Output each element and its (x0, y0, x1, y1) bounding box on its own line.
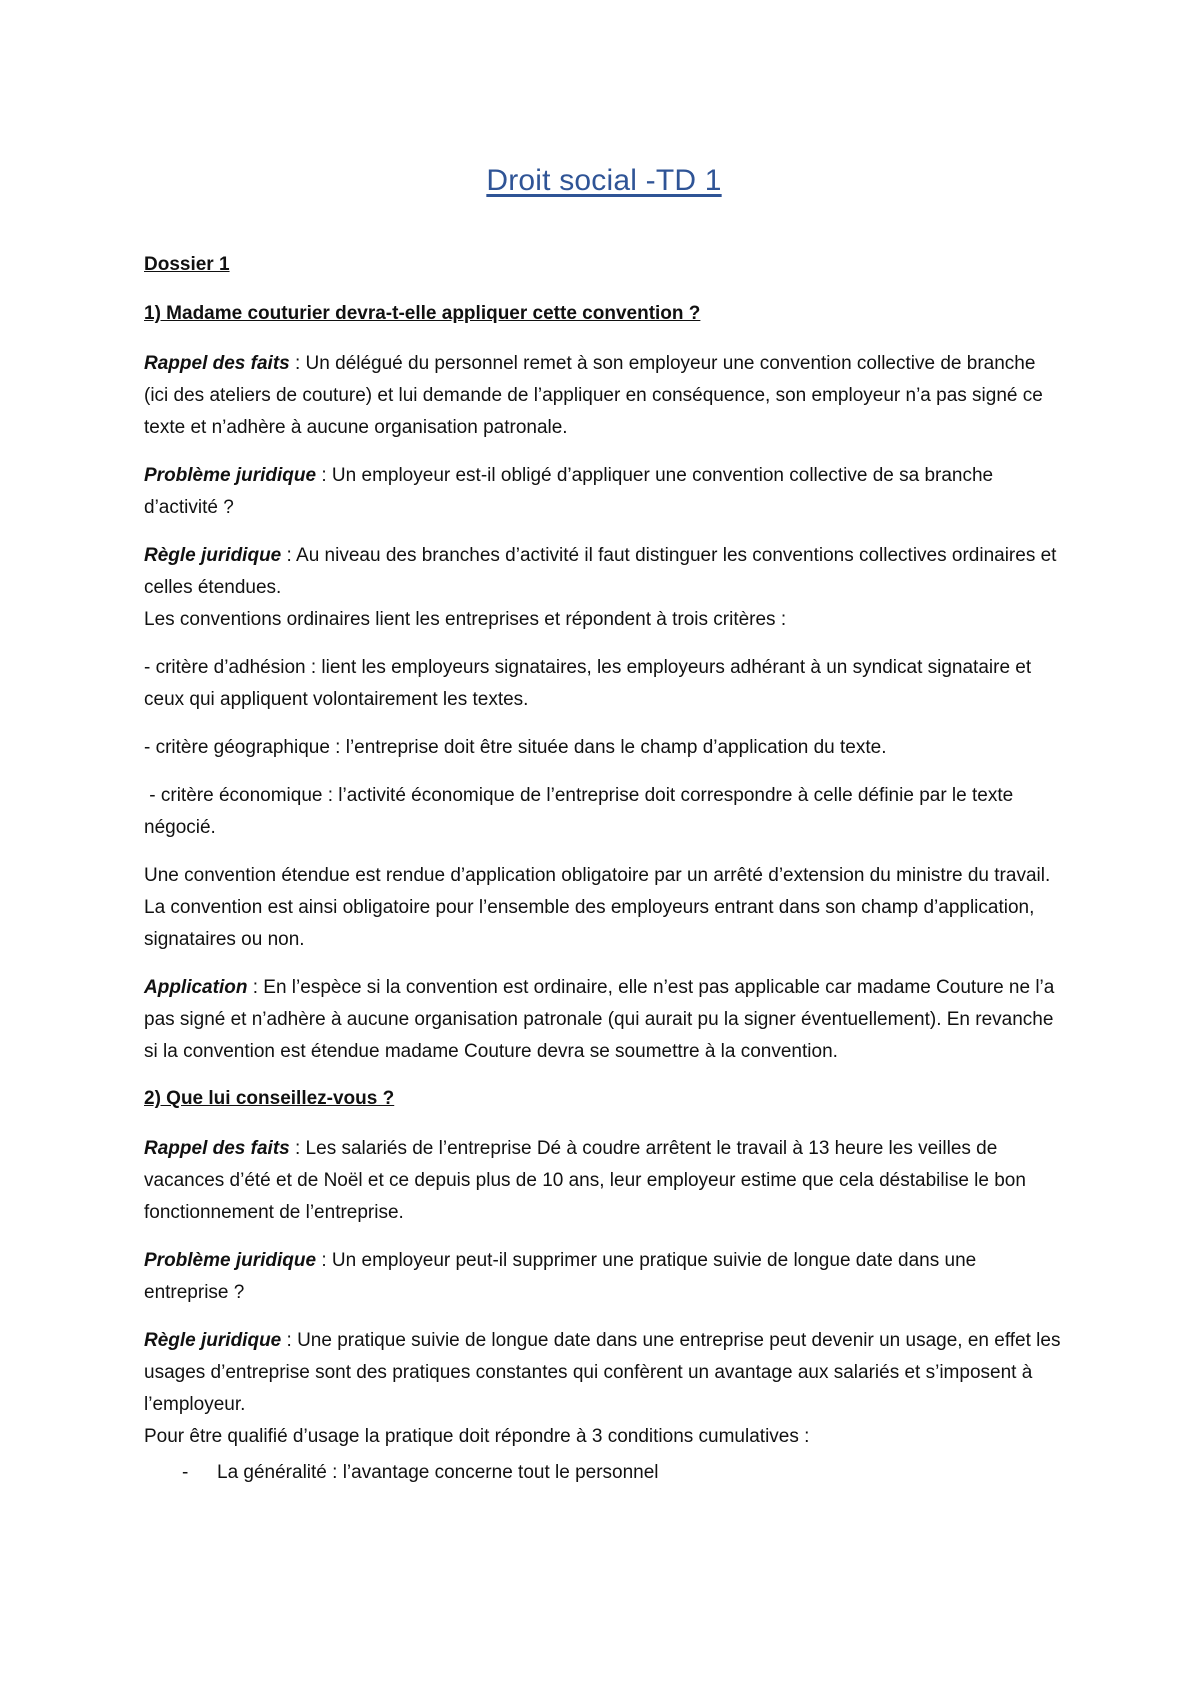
question-1: 1) Madame couturier devra-t-elle appliquer cette convention ? (144, 303, 701, 324)
q1-application (144, 972, 1064, 1068)
q2-faits-text: : Les salariés de l’entreprise Dé à coudre arrêtent le travail à 13 heure les veilles de vacances d’été et de Noël et ce depuis plus de 10 ans, leur employeur estime que cela déstabilise le bon fonctionnement de l’entreprise. (144, 1138, 1026, 1223)
document-title: Droit social -TD 1 (486, 164, 722, 197)
q2-probleme-text: : Un employeur peut-il supprimer une pratique suivie de longue date dans une entreprise ? (144, 1250, 977, 1303)
document-page (144, 164, 1064, 1489)
list-item (144, 1457, 1064, 1489)
q1-application-text: : En l’espèce si la convention est ordinaire, elle n’est pas applicable car madame Couture ne l’a pas signé et n’adhère à aucune organisation patronale (qui aurait pu la signer éventuellement). En revanche si la convention est étendue madame Couture devra se soumettre à la convention. (144, 977, 1055, 1062)
q1-critere-adhesion: - critère d’adhésion : lient les employeurs signataires, les employeurs adhérant à un syndicat signataire et ceux qui appliquent volontairement les textes. (144, 657, 1032, 710)
q1-faits-text: : Un délégué du personnel remet à son employeur une convention collective de branche (ici des ateliers de couture) et lui demande de l’appliquer en conséquence, son employeur n’a pas signé ce texte et n’adhère à aucune organisation patronale. (144, 353, 1043, 438)
dash-bullet: - (182, 1462, 189, 1483)
q2-regle-text: : Une pratique suivie de longue date dans une entreprise peut devenir un usage, en effet les usages d’entreprise sont des pratiques constantes qui confèrent un avantage aux salariés et s’imposent à l’employeur. (144, 1330, 1061, 1415)
q1-critere-geographique: - critère géographique : l’entreprise doit être située dans le champ d’application du texte. (144, 737, 887, 758)
question-2: 2) Que lui conseillez-vous ? (144, 1088, 395, 1109)
q1-convention-etendue: Une convention étendue est rendue d’application obligatoire par un arrêté d’extension du ministre du travail. La convention est ainsi obligatoire pour l’ensemble des employeurs entrant dans son champ d’application, signataires ou non. (144, 865, 1051, 950)
q2-regle-label: Règle juridique (144, 1330, 282, 1351)
q1-regle-juridique (144, 540, 1064, 604)
q2-regle-juridique (144, 1325, 1064, 1421)
q1-probleme-juridique (144, 460, 1064, 524)
q1-critere-economique: - critère économique : l’activité économique de l’entreprise doit correspondre à celle définie par le texte négocié. (144, 785, 1019, 838)
q1-rappel-des-faits (144, 348, 1064, 444)
q2-rappel-des-faits (144, 1133, 1064, 1229)
q1-application-label: Application (144, 977, 248, 998)
q1-regle-text-2: Les conventions ordinaires lient les entreprises et répondent à trois critères : (144, 609, 787, 630)
q2-probleme-label: Problème juridique (144, 1250, 317, 1271)
q2-regle-text-2: Pour être qualifié d’usage la pratique doit répondre à 3 conditions cumulatives : (144, 1426, 810, 1447)
dossier-heading: Dossier 1 (144, 254, 230, 275)
q2-probleme-juridique (144, 1245, 1064, 1309)
q1-probleme-text: : Un employeur est-il obligé d’appliquer une convention collective de sa branche d’activité ? (144, 465, 994, 518)
q1-faits-label: Rappel des faits (144, 353, 290, 374)
q1-probleme-label: Problème juridique (144, 465, 317, 486)
q2-conditions-list (144, 1457, 1064, 1489)
q1-regle-text: : Au niveau des branches d’activité il faut distinguer les conventions collectives ordinaires et celles étendues. (144, 545, 1057, 598)
q2-faits-label: Rappel des faits (144, 1138, 290, 1159)
q1-regle-label: Règle juridique (144, 545, 282, 566)
condition-text: La généralité : l’avantage concerne tout le personnel (217, 1462, 659, 1483)
